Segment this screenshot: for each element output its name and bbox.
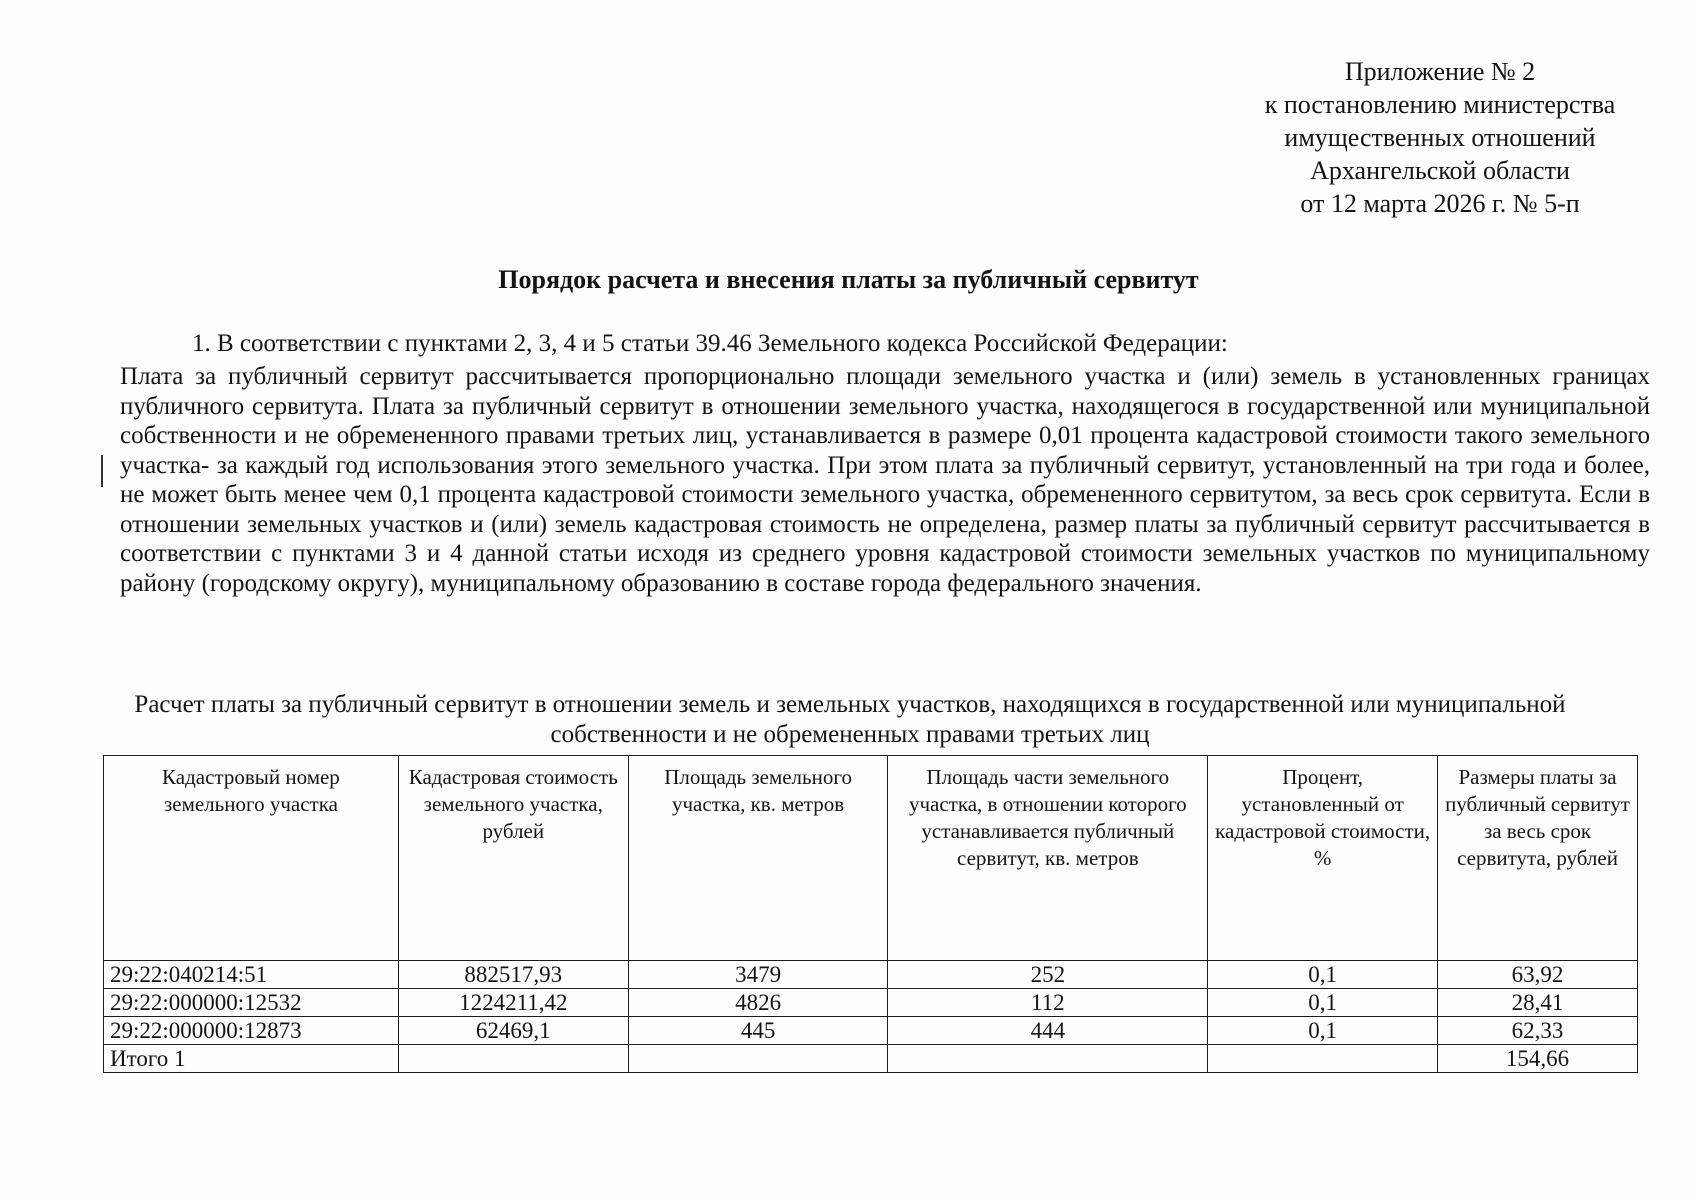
header-percent: Процент, установленный от кадастровой стоимости, % bbox=[1208, 756, 1438, 961]
margin-mark bbox=[101, 455, 103, 487]
cell-cadastral-value: 882517,93 bbox=[398, 961, 628, 989]
table-row bbox=[104, 989, 1638, 1017]
appendix-date-number: от 12 марта 2026 г. № 5-п bbox=[1300, 189, 1580, 218]
cell-total-empty bbox=[1208, 1045, 1438, 1073]
header-cadastral-value: Кадастровая стоимость земельного участка, рублей bbox=[398, 756, 628, 961]
table-row bbox=[104, 1017, 1638, 1045]
paragraph-lead: 1. В соответствии с пунктами 2, 3, 4 и 5 статьи 39.46 Земельного кодекса Российской Федерации: bbox=[192, 330, 1228, 357]
cell-percent: 0,1 bbox=[1208, 1017, 1438, 1045]
table-caption: Расчет платы за публичный сервитут в отношении земель и земельных участков, находящихся в государственной или муниципальной собственности и не обремененных правами третьих лиц bbox=[134, 691, 1566, 748]
cell-cadastral-number: 29:22:000000:12532 bbox=[104, 989, 399, 1017]
cell-servitude-area: 444 bbox=[888, 1017, 1208, 1045]
cell-cadastral-number: 29:22:000000:12873 bbox=[104, 1017, 399, 1045]
cell-cadastral-value: 62469,1 bbox=[398, 1017, 628, 1045]
cell-cadastral-number: 29:22:040214:51 bbox=[104, 961, 399, 989]
cell-total-empty bbox=[398, 1045, 628, 1073]
table-row bbox=[104, 961, 1638, 989]
header-servitude-area: Площадь части земельного участка, в отношении которого устанавливается публичный сервитут, кв. метров bbox=[888, 756, 1208, 961]
cell-payment: 28,41 bbox=[1438, 989, 1638, 1017]
cell-total-payment: 154,66 bbox=[1438, 1045, 1638, 1073]
table-total-row bbox=[104, 1045, 1638, 1073]
appendix-ministry: имущественных отношений bbox=[1284, 123, 1596, 152]
cell-servitude-area: 252 bbox=[888, 961, 1208, 989]
cell-cadastral-value: 1224211,42 bbox=[398, 989, 628, 1017]
cell-payment: 63,92 bbox=[1438, 961, 1638, 989]
cell-percent: 0,1 bbox=[1208, 961, 1438, 989]
paragraph-body: Плата за публичный сервитут рассчитывается пропорционально площади земельного участка и (или) земель в установленных границах публичного сервитута. Плата за публичный сервитут в отношении земельного участка, находящегося в государственной или муниципальной собственности и не обремененного правами третьих лиц, устанавливается в размере 0,01 процента кадастровой стоимости такого земельного участка- за каждый год использования этого земельного участка. При этом плата за публичный сервитут, установленный на три года и более, не может быть менее чем 0,1 процента кадастровой стоимости земельного участка, обремененного сервитутом, за весь срок сервитута. Если в отношении земельных участков и (или) земель кадастровая стоимость не определена, размер платы за публичный сервитут рассчитывается в соответствии с пунктами 3 и 4 данной статьи исходя из среднего уровня кадастровой стоимости земельных участков по муниципальному району (городскому округу), муниципальному образованию в составе города федерального значения. bbox=[120, 363, 1650, 597]
cell-servitude-area: 112 bbox=[888, 989, 1208, 1017]
document-title: Порядок расчета и внесения платы за публичный сервитут bbox=[498, 265, 1199, 294]
cell-total-empty bbox=[628, 1045, 888, 1073]
appendix-header bbox=[1230, 55, 1650, 220]
header-payment: Размеры платы за публичный сервитут за весь срок сервитута, рублей bbox=[1438, 756, 1638, 961]
appendix-region: Архангельской области bbox=[1310, 156, 1570, 185]
cell-plot-area: 445 bbox=[628, 1017, 888, 1045]
servitude-calculation-table bbox=[103, 755, 1638, 1073]
header-plot-area: Площадь земельного участка, кв. метров bbox=[628, 756, 888, 961]
header-cadastral-number: Кадастровый номер земельного участка bbox=[104, 756, 399, 961]
cell-plot-area: 4826 bbox=[628, 989, 888, 1017]
appendix-number: Приложение № 2 bbox=[1344, 57, 1536, 86]
appendix-resolution-ref: к постановлению министерства bbox=[1264, 90, 1616, 119]
table-header-row bbox=[104, 756, 1638, 961]
cell-plot-area: 3479 bbox=[628, 961, 888, 989]
cell-payment: 62,33 bbox=[1438, 1017, 1638, 1045]
cell-percent: 0,1 bbox=[1208, 989, 1438, 1017]
cell-total-label: Итого 1 bbox=[104, 1045, 399, 1073]
cell-total-empty bbox=[888, 1045, 1208, 1073]
